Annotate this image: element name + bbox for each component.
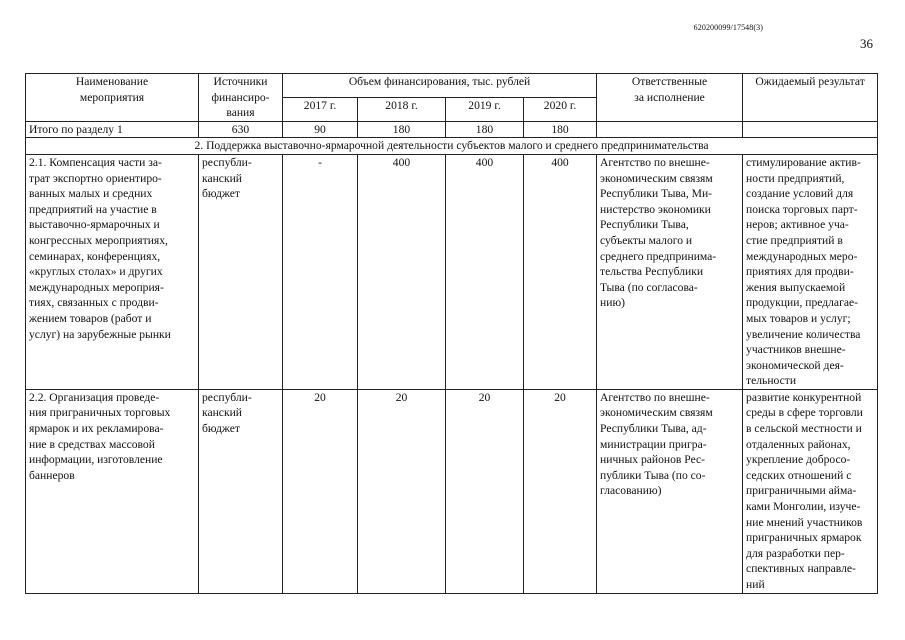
- header-row: [26, 74, 878, 98]
- total-2020: 180: [524, 121, 597, 138]
- total-2019: 180: [446, 121, 524, 138]
- total-sum: 630: [199, 121, 283, 138]
- col-header-year-2020: 2020 г.: [524, 97, 597, 121]
- total-2017: 90: [283, 121, 358, 138]
- measure-name: 2.2. Организация проведе- ния приграничных торговых ярмарок и их рекламирова- ние в средствах массовой информации, изготовление баннеров: [26, 389, 199, 593]
- amount-2020: 20: [524, 389, 597, 593]
- expected-result: развитие конкурентной среды в сфере торговли в сельской местности и отдаленных районах, укрепление добросо- седских отношений с приграничными айма- ками Монголии, изуче- ние мнений участников приграничных ярмарок для разработки пер- спективных направле- ний: [743, 389, 878, 593]
- total-result: [743, 121, 878, 138]
- total-responsible: [597, 121, 743, 138]
- funding-source: республи- канский бюджет: [199, 389, 283, 593]
- expected-result: стимулирование актив- ности предприятий, создание условий для поиска торговых парт- неров; активное уча- стие предприятий в международных меро- приятиях для продви- жения выпускаемой продукции, предлагае- мых товаров и услуг; увеличение количества участников внешне- экономической дея- тельности: [743, 154, 878, 389]
- measure-name: 2.1. Компенсация части за- трат экспортно ориентиро- ванных малых и средних предприятий на участие в выставочно-ярмарочных и конгрессных мероприятиях, семинарах, конференциях, «круглых столах» и других международных мероприя- тиях, связанных с продви- жением товаров (работ и услуг) на зарубежные рынки: [26, 154, 199, 389]
- amount-2019: 400: [446, 154, 524, 389]
- table-row: [26, 389, 878, 593]
- col-header-source: Источники финансиро- вания: [199, 74, 283, 122]
- col-header-funding: Объем финансирования, тыс. рублей: [283, 74, 597, 98]
- funding-source: республи- канский бюджет: [199, 154, 283, 389]
- amount-2019: 20: [446, 389, 524, 593]
- amount-2017: -: [283, 154, 358, 389]
- col-header-year-2017: 2017 г.: [283, 97, 358, 121]
- responsible-parties: Агентство по внешне- экономическим связям Республики Тыва, Ми- нистерство экономики Республики Тыва, субъекты малого и среднего предпринима- тельства Республики Тыва (по согласова- нию): [597, 154, 743, 389]
- table-row: [26, 154, 878, 389]
- col-header-result: Ожидаемый результат: [743, 74, 878, 122]
- col-header-name: Наименование мероприятия: [26, 74, 199, 122]
- amount-2018: 20: [358, 389, 446, 593]
- amount-2020: 400: [524, 154, 597, 389]
- funding-table: [25, 73, 878, 594]
- total-2018: 180: [358, 121, 446, 138]
- col-header-year-2018: 2018 г.: [358, 97, 446, 121]
- col-header-responsible: Ответственные за исполнение: [597, 74, 743, 122]
- col-header-year-2019: 2019 г.: [446, 97, 524, 121]
- responsible-parties: Агентство по внешне- экономическим связям Республики Тыва, ад- министрации пригра- ничных районов Рес- публики Тыва (по со- гласованию): [597, 389, 743, 593]
- total-row: [26, 121, 878, 138]
- section-row: [26, 138, 878, 155]
- amount-2018: 400: [358, 154, 446, 389]
- total-label: Итого по разделу 1: [26, 121, 199, 138]
- page-number: 36: [860, 36, 873, 51]
- document-code: 620200099/17548(3): [693, 23, 763, 32]
- section-title: 2. Поддержка выставочно-ярмарочной деятельности субъектов малого и среднего предпринимательства: [26, 138, 878, 155]
- amount-2017: 20: [283, 389, 358, 593]
